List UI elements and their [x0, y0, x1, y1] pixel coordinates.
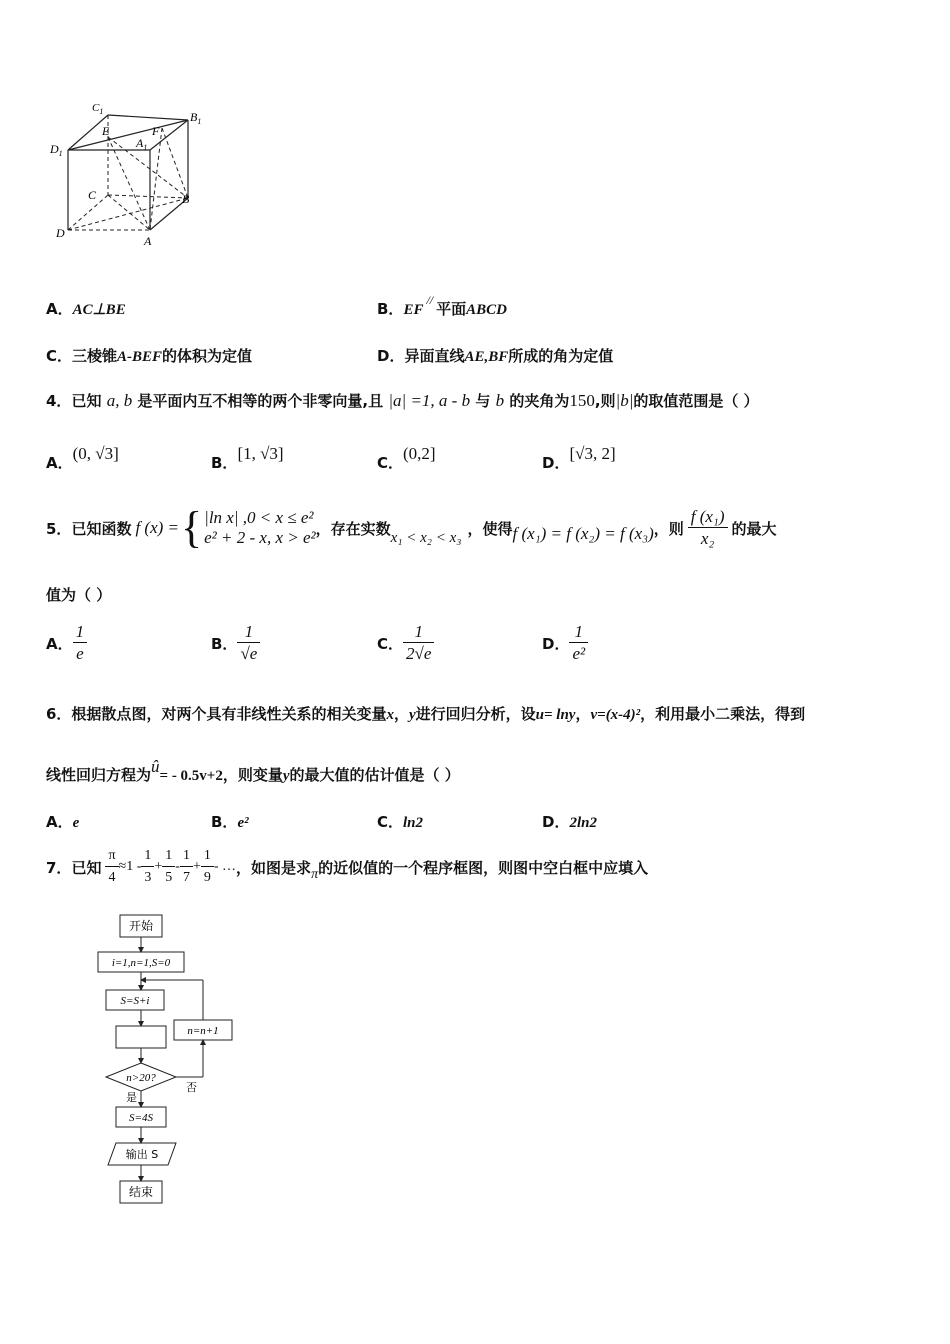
q3-option-c: C．三棱锥A-BEF的体积为定值 [46, 347, 253, 365]
label-d: D [56, 226, 65, 240]
question-4: 4．已知 a, b 是平面内互不相等的两个非零向量,且 |a| =1, a - b 与 b 的夹角为150,则|b|的取值范围是（ ） [46, 391, 759, 410]
label-d1: $D_1$ [50, 142, 63, 158]
piecewise-cases: |ln x| ,0 < x ≤ e² e² + 2 - x, x > e² [204, 508, 316, 547]
q6-option-d: D．2ln2 [542, 813, 597, 831]
label-f: F [152, 124, 160, 138]
q6-option-b: B．e² [211, 813, 249, 831]
q5-option-c: C． $\frac{1}{2√e}$ [377, 622, 434, 665]
svg-text:i=1,n=1,S=0: i=1,n=1,S=0 [111, 957, 171, 969]
question-6-line1: 6．根据散点图，对两个具有非线性关系的相关变量x，y进行回归分析，设u= lny，v=(x-4)²，利用最小二乘法，得到 [46, 705, 806, 723]
q3-option-a: A．AC⊥BE [46, 300, 126, 318]
svg-text:否: 否 [186, 1081, 197, 1094]
svg-text:开始: 开始 [128, 919, 154, 933]
question-5: 5． 已知函数 f (x) = { |ln x| ,0 < x ≤ e² e² + 2 - x, x > e² ，存在实数 x₁ < x₂ < x₃ ，使得 f (x₁) = f (x₂) = f (x₃) ，则 $\frac{\text{f (x₁)}}{\text{x₂}}$ 的最大 [46, 503, 777, 552]
brace-icon: { [181, 503, 203, 552]
svg-text:结束: 结束 [128, 1185, 154, 1199]
q6-option-a: A．e [46, 813, 80, 831]
cube-figure [40, 95, 220, 255]
svg-text:n=n+1: n=n+1 [187, 1025, 219, 1037]
question-5-cont: 值为（ ） [46, 586, 112, 604]
q5-option-b: B． $\frac{1}{√e}$ [211, 622, 260, 665]
question-7: 7． 已知 $\frac{\pi}{4}$ ≈1 - $\frac{1}{3}$ + $\frac{1}{5}$ - $\frac{1}{7}$ + $\frac{1}{9}$ - … ，如图是求 π 的近似值的一个程序框图，则图中空白框中应填入 [46, 847, 649, 885]
question-6-line2: 线性回归方程为û= - 0.5v+2，则变量y的最大值的估计值是（ ） [46, 757, 460, 784]
q5-option-a: A． $\frac{1}{e}$ [46, 622, 87, 665]
flowchart [90, 905, 250, 1210]
label-e: E [102, 124, 110, 138]
q4-option-d: D．[√3, 2] [542, 444, 616, 472]
svg-text:S=4S: S=4S [129, 1112, 153, 1124]
svg-text:是: 是 [126, 1091, 137, 1104]
q4-option-a: A．(0, √3] [46, 444, 119, 472]
q6-option-c: C．ln2 [377, 813, 424, 831]
q4-option-c: C．(0,2] [377, 444, 436, 472]
q3-option-b: B．EF// 平面ABCD [377, 293, 507, 318]
label-b: B [182, 192, 190, 206]
label-b1: $B_1$ [190, 110, 202, 126]
svg-text:S=S+i: S=S+i [120, 995, 150, 1007]
label-a1: $A_1$ [136, 136, 148, 152]
blank-box [116, 1026, 166, 1048]
svg-text:n>20?: n>20? [126, 1072, 156, 1084]
label-c1: $C_1$ [92, 102, 104, 116]
q5-option-d: D． $\frac{1}{\text{e²}}$ [542, 622, 588, 665]
label-a: A [144, 234, 152, 248]
q3-option-d: D．异面直线AE,BF所成的角为定值 [377, 347, 614, 365]
q4-option-b: B．[1, √3] [211, 444, 284, 472]
svg-text:输出 S: 输出 S [125, 1148, 159, 1161]
label-c: C [88, 188, 97, 202]
